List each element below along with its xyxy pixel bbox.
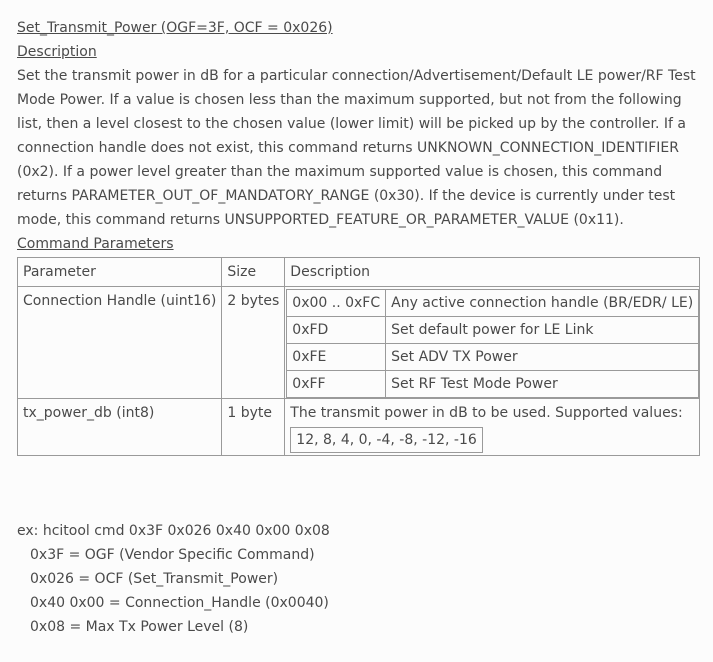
example-line: 0x026 = OCF (Set_Transmit_Power) [30, 571, 279, 587]
command-parameters-heading: Command Parameters [17, 236, 174, 252]
value-key: 0xFF [287, 371, 386, 398]
param-description-text: The transmit power in dB to be used. Supported values: [290, 405, 683, 421]
example-line: 0x3F = OGF (Vendor Specific Command) [30, 547, 315, 563]
value-row [287, 290, 699, 317]
param-name: Connection Handle (uint16) [18, 287, 222, 399]
value-desc: Set RF Test Mode Power [386, 371, 699, 398]
example-line: 0x40 0x00 = Connection_Handle (0x0040) [30, 595, 329, 611]
example-block [17, 519, 697, 639]
description-heading: Description [17, 44, 97, 60]
description-text: Set the transmit power in dB for a particular connection/Advertisement/Default LE power/RF Test Mode Power. If a value is chosen less than the maximum supported, but not from the following list, then a level closest to the chosen value (lower limit) will be picked up by the controller. If a connection handle does not exist, this command returns UNKNOWN_CONNECTION_IDENTIFIER (0x2). If a power level greater than the maximum supported value is chosen, this command returns PARAMETER_OUT_OF_MANDATORY_RANGE (0x30). If the device is currently under test mode, this command returns UNSUPPORTED_FEATURE_OR_PARAMETER_VALUE (0x11). [17, 68, 696, 228]
param-name: tx_power_db (int8) [18, 399, 222, 456]
parameters-table [17, 257, 700, 456]
value-desc: Set default power for LE Link [386, 317, 699, 344]
value-row [287, 317, 699, 344]
example-command: ex: hcitool cmd 0x3F 0x026 0x40 0x00 0x08 [17, 523, 330, 539]
param-description [285, 287, 700, 399]
example-line: 0x08 = Max Tx Power Level (8) [30, 619, 249, 635]
param-size: 2 bytes [222, 287, 285, 399]
value-table [286, 289, 699, 398]
column-header-description: Description [285, 258, 700, 287]
supported-values: 12, 8, 4, 0, -4, -8, -12, -16 [290, 427, 483, 453]
page-title: Set_Transmit_Power (OGF=3F, OCF = 0x026) [17, 20, 333, 36]
param-description [285, 399, 700, 456]
table-row [18, 287, 700, 399]
value-key: 0xFE [287, 344, 386, 371]
value-row [287, 371, 699, 398]
value-key: 0xFD [287, 317, 386, 344]
param-size: 1 byte [222, 399, 285, 456]
table-row [18, 399, 700, 456]
value-row [287, 344, 699, 371]
value-key: 0x00 .. 0xFC [287, 290, 386, 317]
table-header-row [18, 258, 700, 287]
value-desc: Set ADV TX Power [386, 344, 699, 371]
column-header-size: Size [222, 258, 285, 287]
column-header-parameter: Parameter [18, 258, 222, 287]
value-desc: Any active connection handle (BR/EDR/ LE) [386, 290, 699, 317]
